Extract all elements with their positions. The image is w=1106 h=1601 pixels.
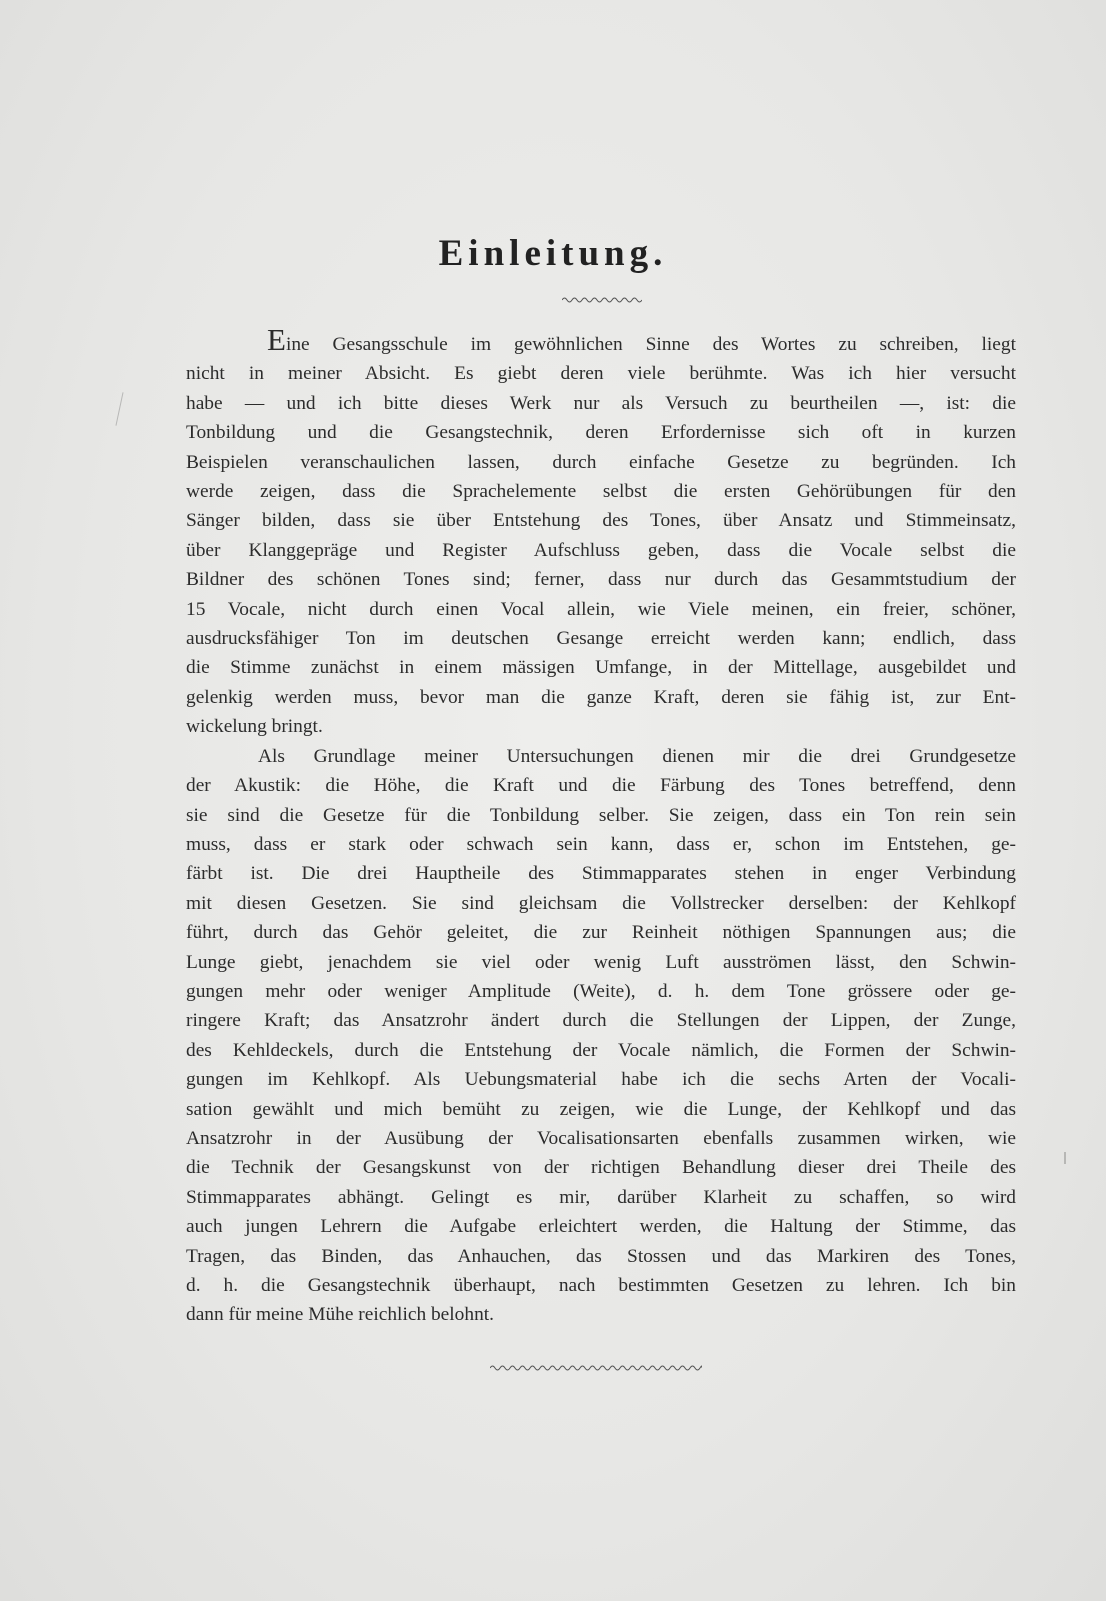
text-line: sie sind die Gesetze für die Tonbildung selber. Sie zeigen, dass ein Ton rein sein bbox=[186, 804, 1016, 826]
text-line: wickelung bringt. bbox=[186, 716, 323, 738]
text-line: d. h. die Gesangstechnik überhaupt, nach bestimmten Gesetzen zu lehren. Ich bin bbox=[186, 1275, 1016, 1296]
text-line: muss, dass er stark oder schwach sein kann, dass er, schon im Entstehen, ge- bbox=[186, 833, 1016, 855]
text-line: Beispielen veranschaulichen lassen, durch einfache Gesetze zu begründen. Ich bbox=[186, 451, 1016, 473]
text-line: führt, durch das Gehör geleitet, die zur Reinheit nöthigen Spannungen aus; die bbox=[186, 922, 1016, 944]
text-line: gelenkig werden muss, bevor man die ganze Kraft, deren sie fähig ist, zur Ent- bbox=[186, 686, 1016, 708]
text-line: des Kehldeckels, durch die Entstehung der Vocale nämlich, die Formen der Schwin- bbox=[186, 1039, 1016, 1061]
text-line: ringere Kraft; das Ansatzrohr ändert durch die Stellungen der Lippen, der Zunge, bbox=[186, 1010, 1016, 1032]
text-line: Ansatzrohr in der Ausübung der Vocalisationsarten ebenfalls zusammen wirken, wie bbox=[186, 1127, 1016, 1149]
text-line: färbt ist. Die drei Hauptheile des Stimmapparates stehen in enger Verbindung bbox=[186, 863, 1016, 885]
wavy-ornament-icon bbox=[562, 296, 642, 304]
wavy-ornament-icon bbox=[490, 1364, 702, 1372]
drop-cap: E bbox=[267, 322, 286, 357]
text-line: habe — und ich bitte dieses Werk nur als Versuch zu beurtheilen —, ist: die bbox=[186, 392, 1016, 414]
text-line: mit diesen Gesetzen. Sie sind gleichsam die Vollstrecker derselben: der Kehlkopf bbox=[186, 892, 1016, 914]
text-line: Stimmapparates abhängt. Gelingt es mir, darüber Klarheit zu schaffen, so wird bbox=[186, 1186, 1016, 1208]
text-line: der Akustik: die Höhe, die Kraft und die Färbung des Tones betreffend, denn bbox=[186, 775, 1016, 797]
text-line: Tonbildung und die Gesangstechnik, deren Erfordernisse sich oft in kurzen bbox=[186, 422, 1016, 444]
page-blemish bbox=[1064, 1152, 1066, 1164]
text-line: Als Grundlage meiner Untersuchungen dienen mir die drei Grundgesetze bbox=[258, 745, 1016, 767]
text-line: auch jungen Lehrern die Aufgabe erleichtert werden, die Haltung der Stimme, das bbox=[186, 1216, 1016, 1238]
text-line: Lunge giebt, jenachdem sie viel oder wenig Luft ausströmen lässt, den Schwin- bbox=[186, 951, 1016, 973]
text-line: gungen im Kehlkopf. Als Uebungsmaterial habe ich die sechs Arten der Vocali- bbox=[186, 1069, 1016, 1091]
text-line: über Klanggepräge und Register Aufschluss geben, dass die Vocale selbst die bbox=[186, 539, 1016, 561]
text-line: Bildner des schönen Tones sind; ferner, dass nur durch das Gesammtstudium der bbox=[186, 569, 1016, 591]
body-text bbox=[186, 322, 1016, 1330]
text-line: nicht in meiner Absicht. Es giebt deren viele berühmte. Was ich hier versucht bbox=[186, 363, 1016, 385]
page-blemish bbox=[115, 392, 123, 425]
text-line: Tragen, das Binden, das Anhauchen, das Stossen und das Markiren des Tones, bbox=[186, 1245, 1016, 1267]
text-line: die Stimme zunächst in einem mässigen Umfange, in der Mittellage, ausgebildet und bbox=[186, 657, 1016, 679]
text-line: gungen mehr oder weniger Amplitude (Weite), d. h. dem Tone grössere oder ge- bbox=[186, 980, 1016, 1002]
text-line: sation gewählt und mich bemüht zu zeigen, wie die Lunge, der Kehlkopf und das bbox=[186, 1098, 1016, 1120]
text-line: dann für meine Mühe reichlich belohnt. bbox=[186, 1304, 494, 1326]
text-line: Sänger bilden, dass sie über Entstehung des Tones, über Ansatz und Stimmeinsatz, bbox=[186, 510, 1016, 532]
text-line: 15 Vocale, nicht durch einen Vocal allein, wie Viele meinen, ein freier, schöner, bbox=[186, 598, 1016, 620]
text-line: ausdrucksfähiger Ton im deutschen Gesange erreicht werden kann; endlich, dass bbox=[186, 628, 1016, 650]
text-line: werde zeigen, dass die Sprachelemente selbst die ersten Gehörübungen für den bbox=[186, 481, 1016, 503]
text-line: die Technik der Gesangskunst von der richtigen Behandlung dieser drei Theile des bbox=[186, 1157, 1016, 1179]
text-line: Eine Gesangsschule im gewöhnlichen Sinne des Wortes zu schreiben, liegt bbox=[267, 322, 1016, 357]
page-title: Einleitung. bbox=[438, 233, 668, 274]
